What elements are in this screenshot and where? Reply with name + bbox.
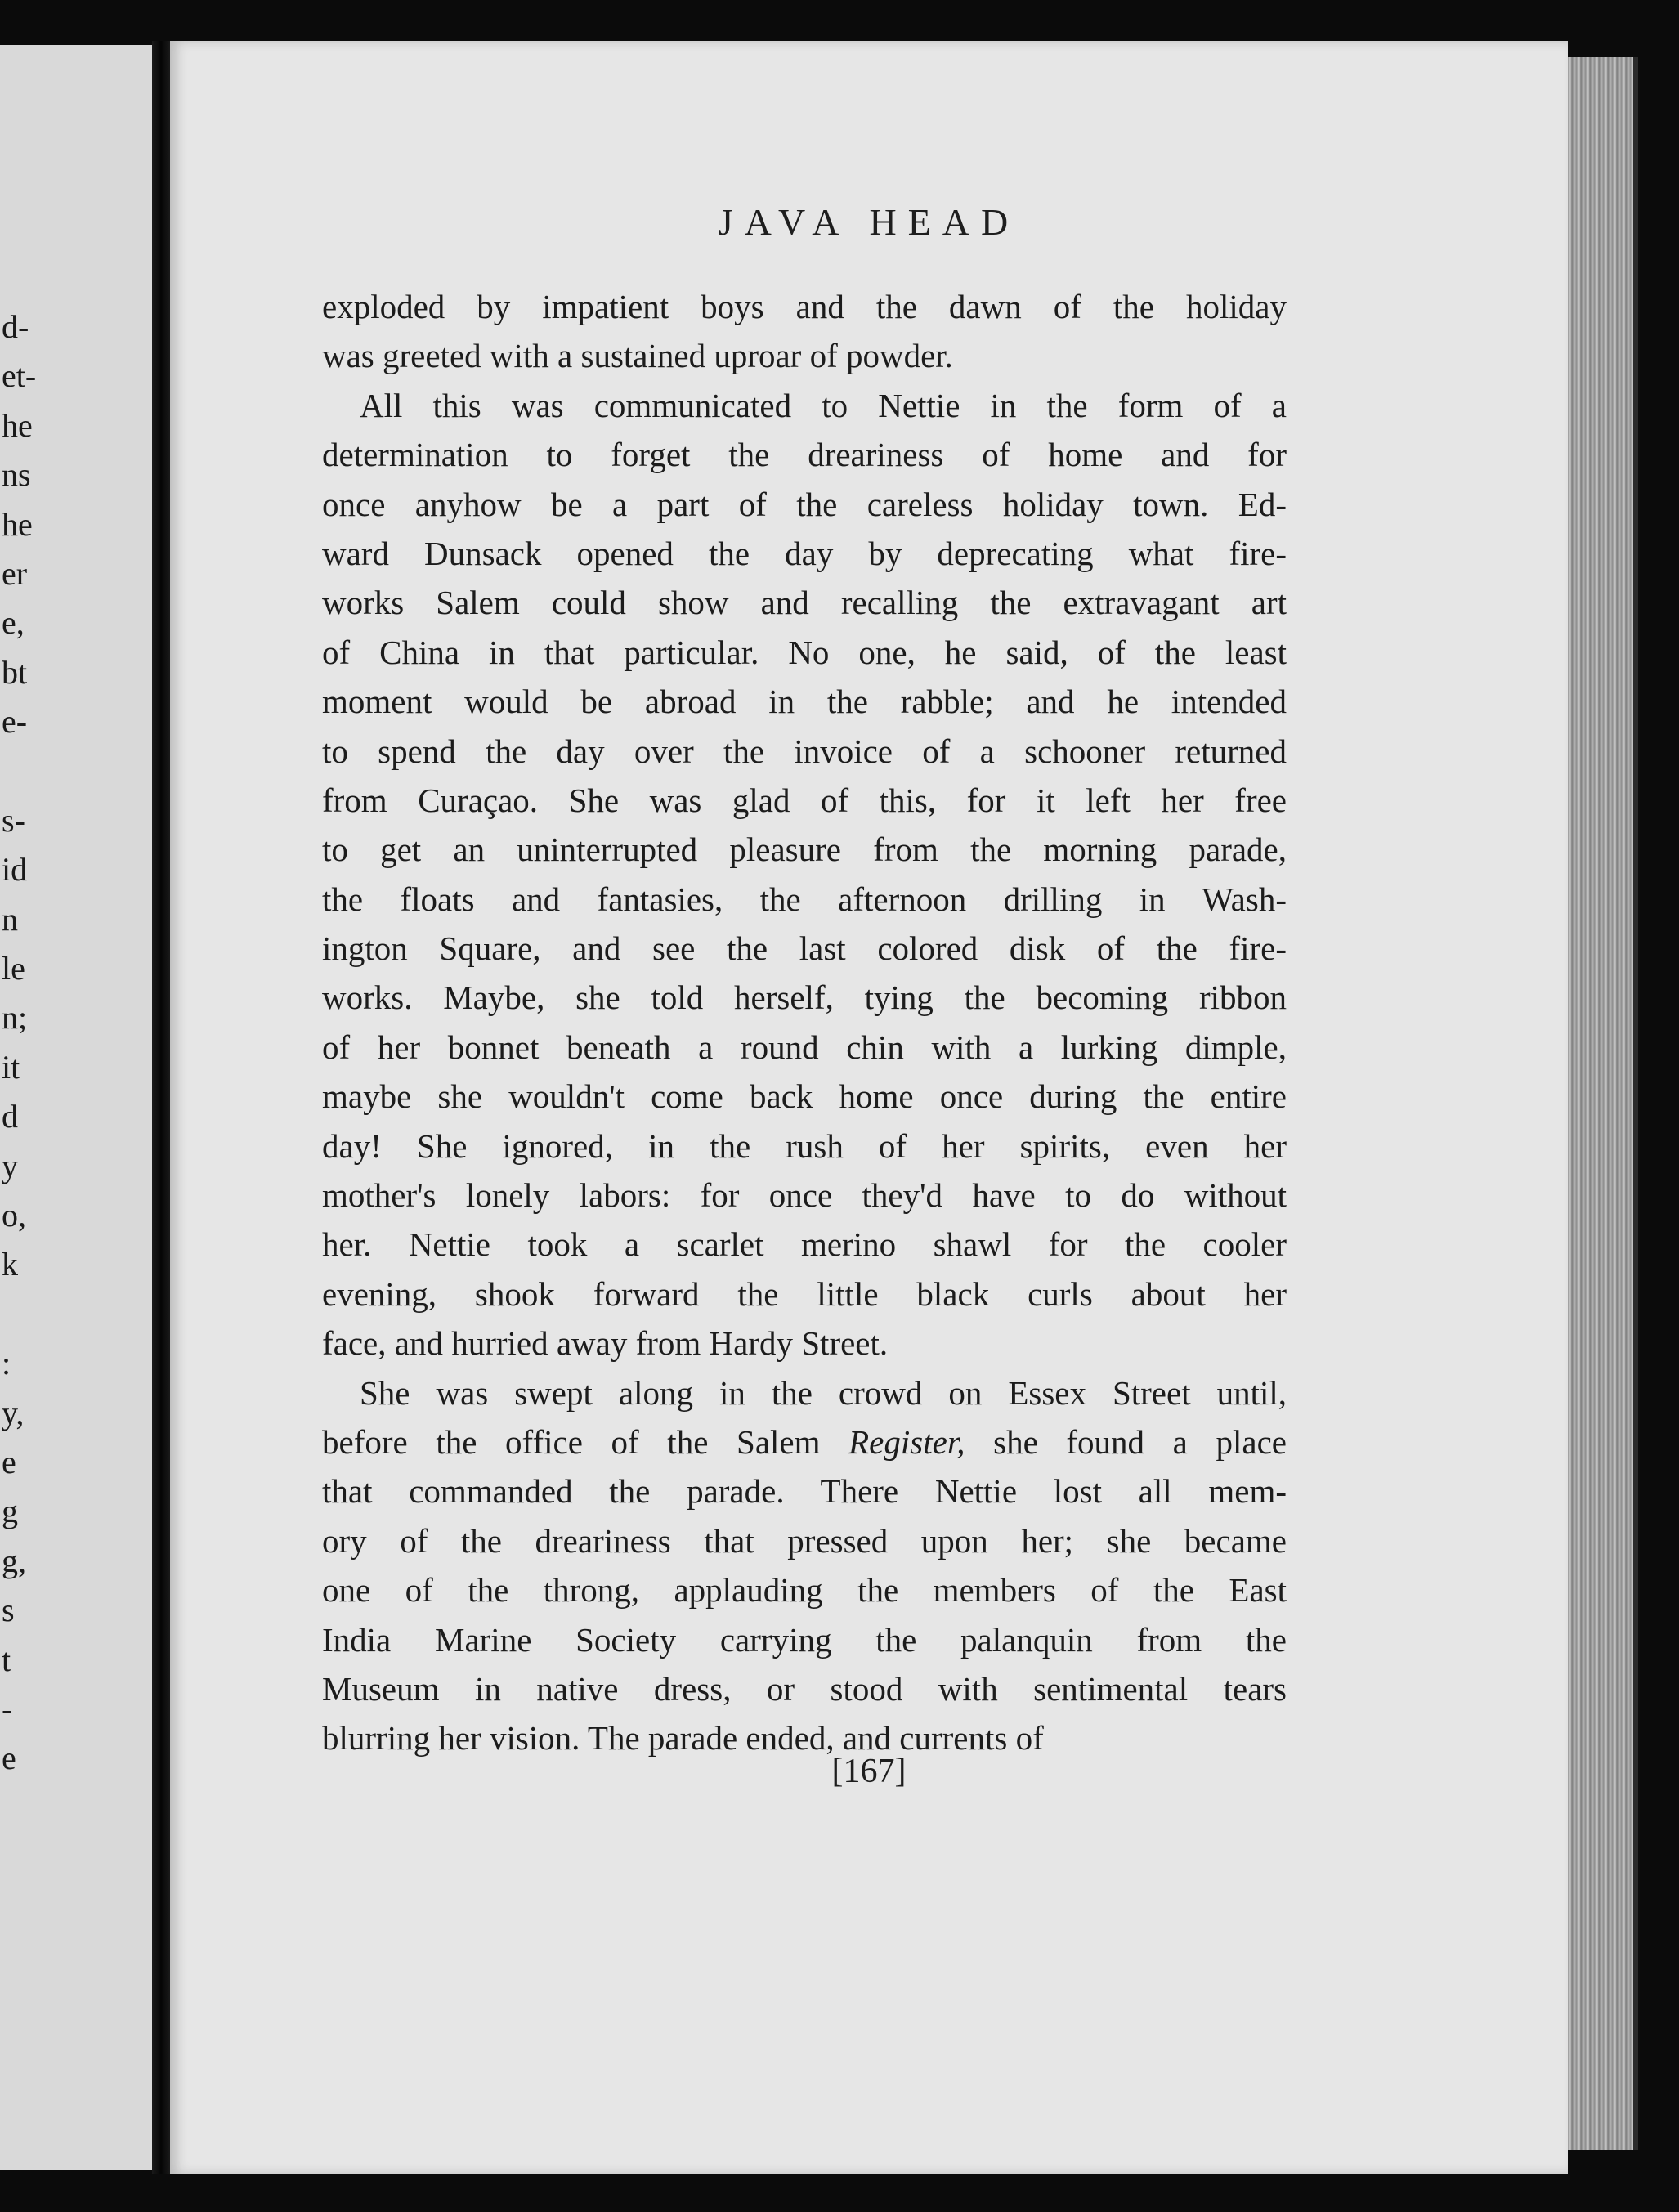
text-line: exploded by impatient boys and the dawn of the holiday xyxy=(322,288,1287,325)
left-page-line-fragment: he xyxy=(2,406,33,444)
text-line: was greeted with a sustained uproar of powder. xyxy=(322,337,953,375)
text-line: Museum in native dress, or stood with sentimental tears xyxy=(322,1669,1287,1708)
left-page-line-fragment: - xyxy=(2,1690,13,1727)
left-page-line-fragment xyxy=(0,747,152,796)
left-page-line-fragment: d xyxy=(2,1098,18,1135)
text-line: of China in that particular. No one, he said, of the least xyxy=(322,633,1287,671)
left-page-line-fragment: g xyxy=(2,1493,18,1530)
left-page-line-fragment: : xyxy=(2,1345,11,1382)
text-line: ory of the dreariness that pressed upon her; she became xyxy=(322,1521,1287,1560)
left-facing-page xyxy=(0,45,152,2170)
left-page-line-fragment: e- xyxy=(2,703,28,741)
text-line: maybe she wouldn't come back home once during the entire xyxy=(322,1077,1287,1116)
text-line: before the office of the Salem Register, she found a place xyxy=(322,1422,1287,1461)
page-number: [167] xyxy=(831,1753,907,1790)
text-line: her. Nettie took a scarlet merino shawl for the cooler xyxy=(322,1225,1287,1264)
text-line: blurring her vision. The parade ended, and currents of xyxy=(322,1719,1044,1758)
text-line: to spend the day over the invoice of a schooner returned xyxy=(322,732,1287,770)
left-page-line-fragment: n xyxy=(2,900,18,938)
text-line: of her bonnet beneath a round chin with a lurking dimple, xyxy=(322,1028,1287,1066)
text-line: determination to forget the dreariness of home and for xyxy=(322,436,1287,474)
text-line: ward Dunsack opened the day by deprecating what fire- xyxy=(322,534,1287,572)
left-page-line-fragment: y, xyxy=(2,1394,25,1431)
text-line: from Curaçao. She was glad of this, for it left her free xyxy=(322,781,1287,819)
text-line: the floats and fantasies, the afternoon drilling in Wash- xyxy=(322,880,1287,918)
book-gutter xyxy=(152,41,170,2174)
left-page-line-fragment: d- xyxy=(2,308,29,345)
page-body-text xyxy=(322,282,1287,1763)
running-head: JAVA HEAD xyxy=(718,201,1020,243)
text-line: moment would be abroad in the rabble; and he intended xyxy=(322,683,1287,721)
left-page-line-fragment: le xyxy=(2,950,25,987)
page-edges xyxy=(1568,57,1638,2150)
text-line: She was swept along in the crowd on Essex Street until, xyxy=(360,1373,1287,1412)
left-page-line-fragment: e xyxy=(2,1740,16,1777)
text-line: ington Square, and see the last colored disk of the fire- xyxy=(322,929,1287,968)
left-page-line-fragment: er xyxy=(2,554,28,592)
left-page-line-fragment: id xyxy=(2,851,28,889)
left-page-line-fragment: ns xyxy=(2,456,31,494)
left-page-line-fragment: he xyxy=(2,505,33,543)
text-line: evening, shook forward the little black curls about her xyxy=(322,1274,1287,1313)
left-page-line-fragment: n; xyxy=(2,999,28,1037)
left-page-line-fragment xyxy=(0,1290,152,1339)
italic-title: Register, xyxy=(848,1422,965,1461)
text-line: that commanded the parade. There Nettie lost all mem- xyxy=(322,1472,1287,1511)
left-page-text xyxy=(0,302,152,1784)
left-page-line-fragment: g, xyxy=(2,1542,26,1579)
left-page-line-fragment: e, xyxy=(2,604,25,642)
left-page-line-fragment: it xyxy=(2,1048,20,1086)
left-page-line-fragment: bt xyxy=(2,653,28,691)
left-page-line-fragment: s- xyxy=(2,801,25,839)
left-page-line-fragment: o, xyxy=(2,1197,26,1234)
left-page-line-fragment: e xyxy=(2,1443,16,1480)
left-page-line-fragment: t xyxy=(2,1641,11,1678)
text-line: once anyhow be a part of the careless holiday town. Ed- xyxy=(322,485,1287,523)
text-line: one of the throng, applauding the members of the East xyxy=(322,1571,1287,1610)
text-line: face, and hurried away from Hardy Street. xyxy=(322,1324,889,1363)
text-line: works. Maybe, she told herself, tying the becoming ribbon xyxy=(322,978,1287,1017)
left-page-line-fragment: s xyxy=(2,1592,15,1629)
left-page-line-fragment: k xyxy=(2,1246,18,1283)
text-line: to get an uninterrupted pleasure from the morning parade, xyxy=(322,831,1287,869)
text-line: India Marine Society carrying the palanquin from the xyxy=(322,1620,1287,1659)
text-line: day! She ignored, in the rush of her spirits, even her xyxy=(322,1126,1287,1165)
text-line: mother's lonely labors: for once they'd have to do without xyxy=(322,1176,1287,1215)
left-page-line-fragment: et- xyxy=(2,357,37,395)
text-line: works Salem could show and recalling the extravagant art xyxy=(322,584,1287,622)
left-page-line-fragment: y xyxy=(2,1147,18,1184)
text-line: All this was communicated to Nettie in the form of a xyxy=(360,386,1287,424)
